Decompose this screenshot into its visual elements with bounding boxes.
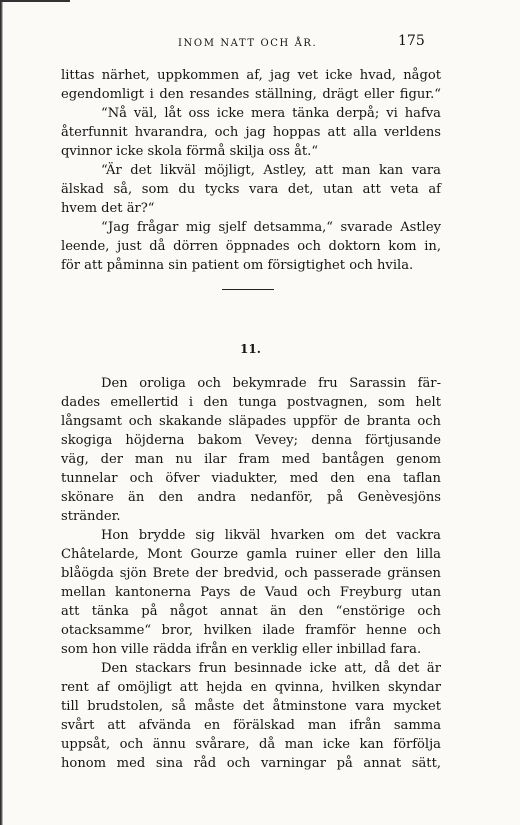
text-line: som hon ville rädda ifrån en verklig eller inbillad fara.	[61, 642, 422, 657]
text-line: långsamt och skakande släpades uppför de branta och	[61, 414, 441, 429]
text-line: skönare än den andra nedanför, på Genèvesjöns	[61, 490, 441, 505]
text-line: väg, der man nu ilar fram med bantågen genom	[61, 452, 441, 467]
chapter-heading: 11.	[240, 342, 261, 356]
section-divider	[222, 289, 274, 290]
text-line: leende, just då dörren öppnades och doktorn kom in,	[61, 239, 441, 254]
text-line: hvem det är?“	[61, 201, 155, 216]
text-line: honom med sina råd och varningar på annat sätt,	[61, 756, 441, 771]
page-number: 175	[398, 33, 425, 49]
text-line: egendomligt i den resandes ställning, drägt eller figur.“	[61, 87, 441, 102]
text-line: svårt att afvända en förälskad man ifrån samma	[61, 718, 441, 733]
text-line: Den stackars frun besinnade icke att, då det är	[101, 661, 441, 676]
text-line: blåögda sjön Brete der bredvid, och passerade gränsen	[61, 566, 441, 581]
text-line: qvinnor icke skola förmå skilja oss åt.“	[61, 144, 319, 159]
page-edge-shadow	[0, 0, 3, 825]
text-line: uppsåt, och ännu svårare, då man icke kan förfölja	[61, 737, 441, 752]
text-line: “Är det likväl möjligt, Astley, att man kan vara	[101, 163, 441, 178]
running-title: INOM NATT OCH ÅR.	[178, 38, 318, 49]
text-line: tunnelar och öfver viadukter, med den ena taflan	[61, 471, 441, 486]
text-line: littas närhet, uppkommen af, jag vet icke hvad, något	[61, 68, 441, 83]
text-line: dades emellertid i den tunga postvagnen, som helt	[61, 395, 441, 410]
text-line: till brudstolen, så måste det åtminstone vara mycket	[61, 699, 441, 714]
text-line: Châtelarde, Mont Gourze gamla ruiner eller den lilla	[61, 547, 441, 562]
text-line: “Nå väl, låt oss icke mera tänka derpå; vi hafva	[101, 106, 441, 121]
text-line: Hon brydde sig likväl hvarken om det vackra	[101, 528, 441, 543]
text-line: Den oroliga och bekymrade fru Sarassin fär-	[101, 376, 441, 391]
text-line: rent af omöjligt att hejda en qvinna, hvilken skyndar	[61, 680, 441, 695]
text-line: skogiga höjderna bakom Vevey; denna förtjusande	[61, 433, 441, 448]
text-line: för att påminna sin patient om försigtighet och hvila.	[61, 258, 414, 273]
page-edge-top	[0, 0, 70, 2]
text-line: återfunnit hvarandra, och jag hoppas att alla verldens	[61, 125, 441, 140]
text-line: att tänka på något annat än den “enstörige och	[61, 604, 441, 619]
text-line: mellan kantonerna Pays de Vaud och Freyburg utan	[61, 585, 441, 600]
text-line: otacksamme“ bror, hvilken ilade framför henne och	[61, 623, 441, 638]
text-line: älskad så, som du tycks vara det, utan att veta af	[61, 182, 441, 197]
text-line: “Jag frågar mig sjelf detsamma,“ svarade Astley	[101, 220, 441, 235]
text-line: stränder.	[61, 509, 121, 524]
